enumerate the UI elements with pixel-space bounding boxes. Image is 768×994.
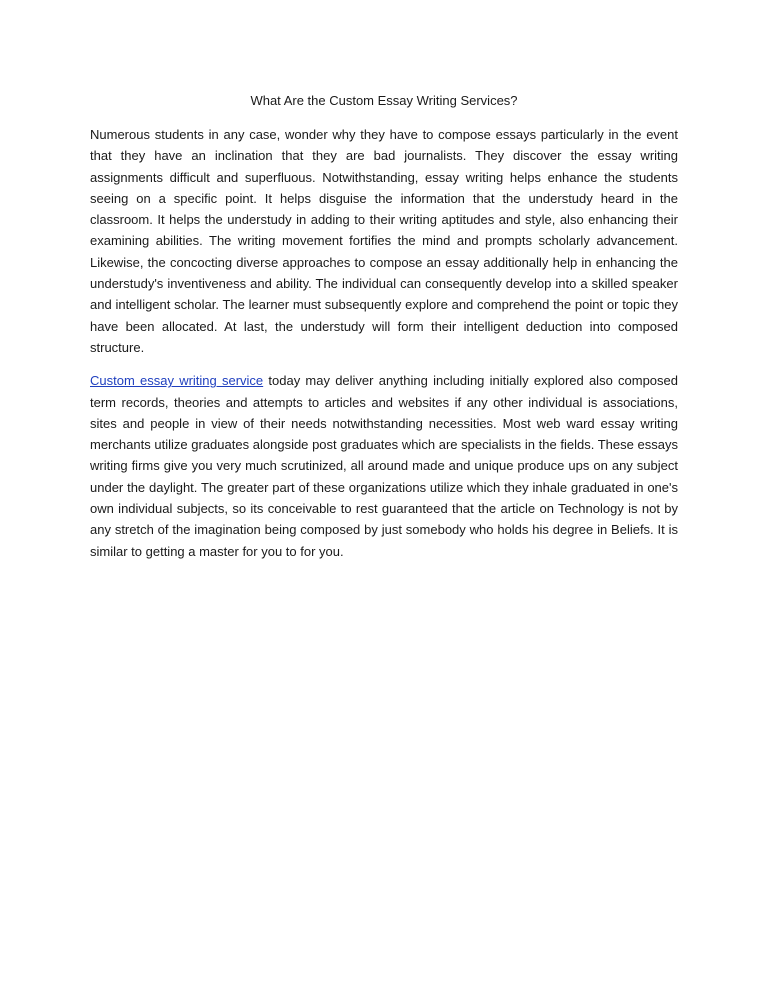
document-body	[90, 124, 678, 574]
paragraph-2-text: today may deliver anything including initially explored also composed term records, theories and attempts to articles and websites if any other individual is associations, sites and people in view of their needs notwithstanding necessities. Most web ward essay writing merchants utilize graduates alongside post graduates which are specialists in the fields. These essays writing firms give you very much scrutinized, all around made and unique produce ups on any subject under the daylight. The greater part of these organizations utilize which they inhale graduated in one's own individual subjects, so its conceivable to rest guaranteed that the article on Technology is not by any stretch of the imagination being composed by just somebody who holds his degree in Beliefs. It is similar to getting a master for you to for you.	[90, 373, 679, 559]
paragraph-2	[90, 370, 678, 562]
document-title: What Are the Custom Essay Writing Services?	[250, 93, 518, 108]
custom-essay-link[interactable]: Custom essay writing service	[90, 373, 264, 389]
paragraph-1: Numerous students in any case, wonder why they have to compose essays particularly in the event that they have an inclination that they are bad journalists. They discover the essay writing assignments difficult and superfluous. Notwithstanding, essay writing helps enhance the students seeing on a specific point. It helps disguise the information that the understudy heard in the classroom. It helps the understudy in adding to their writing aptitudes and style, also enhancing their examining abilities. The writing movement fortifies the mind and prompts scholarly advancement. Likewise, the concocting diverse approaches to compose an essay additionally help in enhancing the understudy's inventiveness and ability. The individual can consequently develop into a skilled speaker and intelligent scholar. The learner must subsequently explore and comprehend the point or topic they have been allocated. At last, the understudy will form their intelligent deduction into composed structure.	[90, 127, 678, 355]
